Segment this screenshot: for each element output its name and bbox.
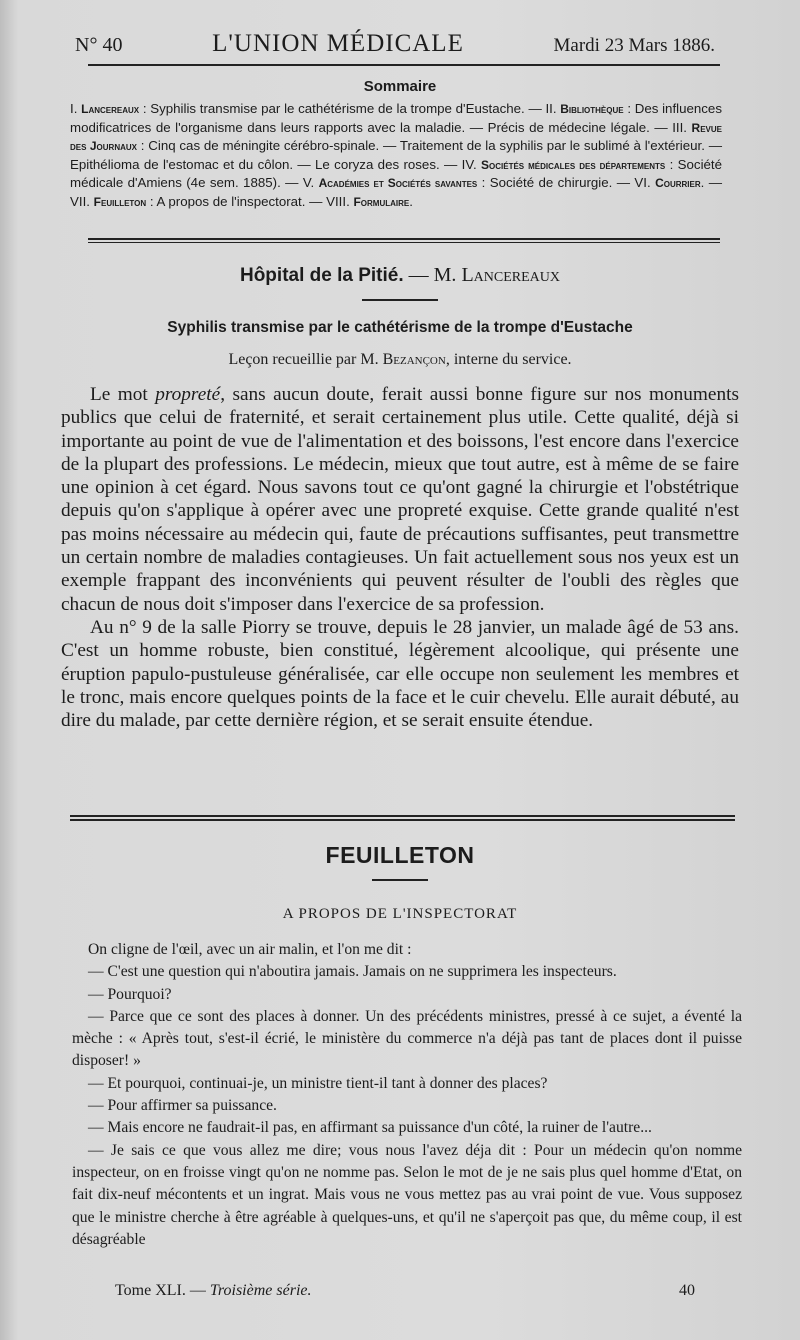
sommaire-section-name: Formulaire	[353, 194, 410, 209]
sommaire-text: : Société médicale d'Amiens (4e sem. 1885). — V.	[70, 156, 723, 191]
feuilleton-paragraph: — Pourquoi?	[88, 985, 172, 1003]
sommaire-section-name: Courrier	[655, 176, 701, 191]
feuilleton-rule-top	[70, 815, 735, 817]
sommaire-rule-thin	[88, 242, 720, 243]
feuilleton-paragraph: — Parce que ce sont des places à donner. Un des précédents ministres, pressé à ce sujet, a éventé la mèche : « Après tout, s'est-il écrié, le ministère du commerce n'a déjà pas tant de places dont il puisse disposer! »	[72, 1007, 742, 1070]
feuilleton-body	[72, 939, 742, 1251]
article-body	[61, 383, 739, 732]
p1-italic-word: propreté	[155, 384, 221, 405]
sommaire-section-name: Feuilleton	[93, 194, 147, 209]
header-rule	[88, 64, 720, 66]
article-byline	[0, 351, 800, 369]
footer-tome: Tome XLI. —	[115, 1282, 210, 1299]
issue-date: Mardi 23 Mars 1886.	[553, 35, 715, 56]
article-title: Syphilis transmise par le cathétérisme de la trompe d'Eustache	[167, 319, 633, 336]
feuilleton-paragraph: — Mais encore ne faudrait-il pas, en affirmant sa puissance d'un côté, la ruiner de l'autre...	[88, 1119, 652, 1137]
sommaire-rule	[88, 238, 720, 240]
feuilleton-title: FEUILLETON	[325, 842, 475, 868]
sommaire-section-name: Sociétés médicales des départements	[481, 157, 666, 172]
feuilleton-paragraph: — C'est une question qui n'aboutira jamais. Jamais on ne supprimera les inspecteurs.	[88, 963, 617, 981]
feuilleton-paragraph: — Pour affirmer sa puissance.	[88, 1097, 277, 1115]
sommaire-title: Sommaire	[363, 78, 437, 95]
feuilleton-short-rule	[372, 879, 428, 881]
sommaire-text: I.	[70, 101, 82, 116]
hospital-name: Hôpital de la Pitié.	[239, 265, 404, 286]
article-heading	[0, 264, 800, 287]
sommaire-text: . — VII.	[70, 175, 723, 209]
heading-separator: — M.	[403, 264, 462, 286]
p1-start: Le mot	[90, 384, 156, 405]
feuilleton-subtitle: A PROPOS DE L'INSPECTORAT	[282, 906, 518, 922]
feuilleton-paragraph: — Je sais ce que vous allez me dire; vous nous l'avez déja dit : Pour un médecin qu'on nomme inspecteur, on en froisse vingt qu'on ne nomme pas. Selon le mot de je ne sais plus quel homme d'Etat, on fait dix-neuf mécontents et un ingrat. Mais vous ne vous mettez pas au vrai point de vue. Vous supposez que le ministre cherche à être agréable à quelques-uns, et qu'il ne s'aperçoit pas que, du même coup, il est désagréable	[72, 1141, 742, 1248]
article-author: Lancereaux	[461, 264, 560, 286]
p1-rest: , sans aucun doute, ferait aussi bonne figure sur nos monuments publics que celui de fraternité, et serait certainement plus utile. Cette qualité, déjà si importante au point de vue de l'alimentation et des boissons, l'est encore dans l'exercice de la plupart des professions. Le médecin, mieux que tout autre, est à même de se faire une opinion à cet égard. Nous savons tout ce qu'ont gagné la chirurgie et l'obstétrique depuis qu'on s'applique à opérer avec une propreté exquise. Cette grande qualité n'est pas moins nécessaire au médecin qui, faute de précautions suffisantes, peut transmettre un certain nombre de maladies contagieuses. Un fait actuellement sous nos yeux est un exemple frappant des inconvénients qui peuvent résulter de l'oubli des règles que chacun de nous doit s'imposer dans l'exercice de sa profession.	[61, 384, 739, 615]
footer-volume	[115, 1282, 311, 1300]
sommaire-section-name: Lancereaux	[81, 102, 140, 116]
sommaire-text: : Société de chirurgie. — VI.	[477, 175, 656, 191]
heading-short-rule	[362, 299, 438, 301]
sommaire-section-name: Académies et Sociétés savantes	[318, 176, 478, 191]
feuilleton-paragraph: — Et pourquoi, continuai-je, un ministre tient-il tant à donner des places?	[88, 1074, 548, 1092]
footer-series: Troisième série.	[209, 1282, 312, 1299]
article-paragraph-1	[61, 383, 739, 616]
issue-number: N° 40	[75, 34, 123, 56]
byline-name: Bezançon	[382, 351, 446, 368]
sommaire-text: : Des influences modificatrices de l'organisme dans leurs rapports avec la maladie. — Précis de médecine légale. — III.	[70, 101, 722, 135]
sommaire-text: : A propos de l'inspectorat. — VIII.	[146, 193, 354, 209]
page-footer	[115, 1282, 695, 1300]
sommaire-contents	[70, 100, 722, 212]
sommaire-text: : Cinq cas de méningite cérébro-spinale. — Traitement de la syphilis par le sublimé à l'extérieur. — Epithélioma de l'estomac et du côlon. — Le coryza des roses. — IV.	[70, 138, 722, 172]
sommaire-text: : Syphilis transmise par le cathétérisme de la trompe d'Eustache. — II.	[139, 101, 561, 116]
page-number: 40	[679, 1282, 695, 1299]
byline-suffix: , interne du service.	[445, 351, 572, 368]
sommaire-section-name: Revue des Journaux	[70, 120, 722, 154]
sommaire-text: .	[409, 193, 413, 209]
sommaire-section-name: Bibliothèque	[560, 102, 624, 116]
feuilleton-rule-bottom	[70, 819, 735, 821]
byline-prefix: Leçon recueillie par M.	[228, 351, 383, 368]
feuilleton-paragraph: On cligne de l'œil, avec un air malin, et l'on me dit :	[88, 941, 412, 958]
journal-title: L'UNION MÉDICALE	[212, 30, 464, 57]
article-paragraph-2: Au n° 9 de la salle Piorry se trouve, depuis le 28 janvier, un malade âgé de 53 ans. C'est un homme robuste, bien constitué, légèrement alcoolique, qui présente une éruption papulo-pustuleuse généralisée, car elle occupe non seulement les membres et le tronc, mais encore quelques points de la face et le cuir chevelu. Elle aurait débuté, au dire du malade, par cette dernière région, et se serait ensuite étendue.	[61, 616, 739, 732]
page-header	[75, 30, 715, 58]
